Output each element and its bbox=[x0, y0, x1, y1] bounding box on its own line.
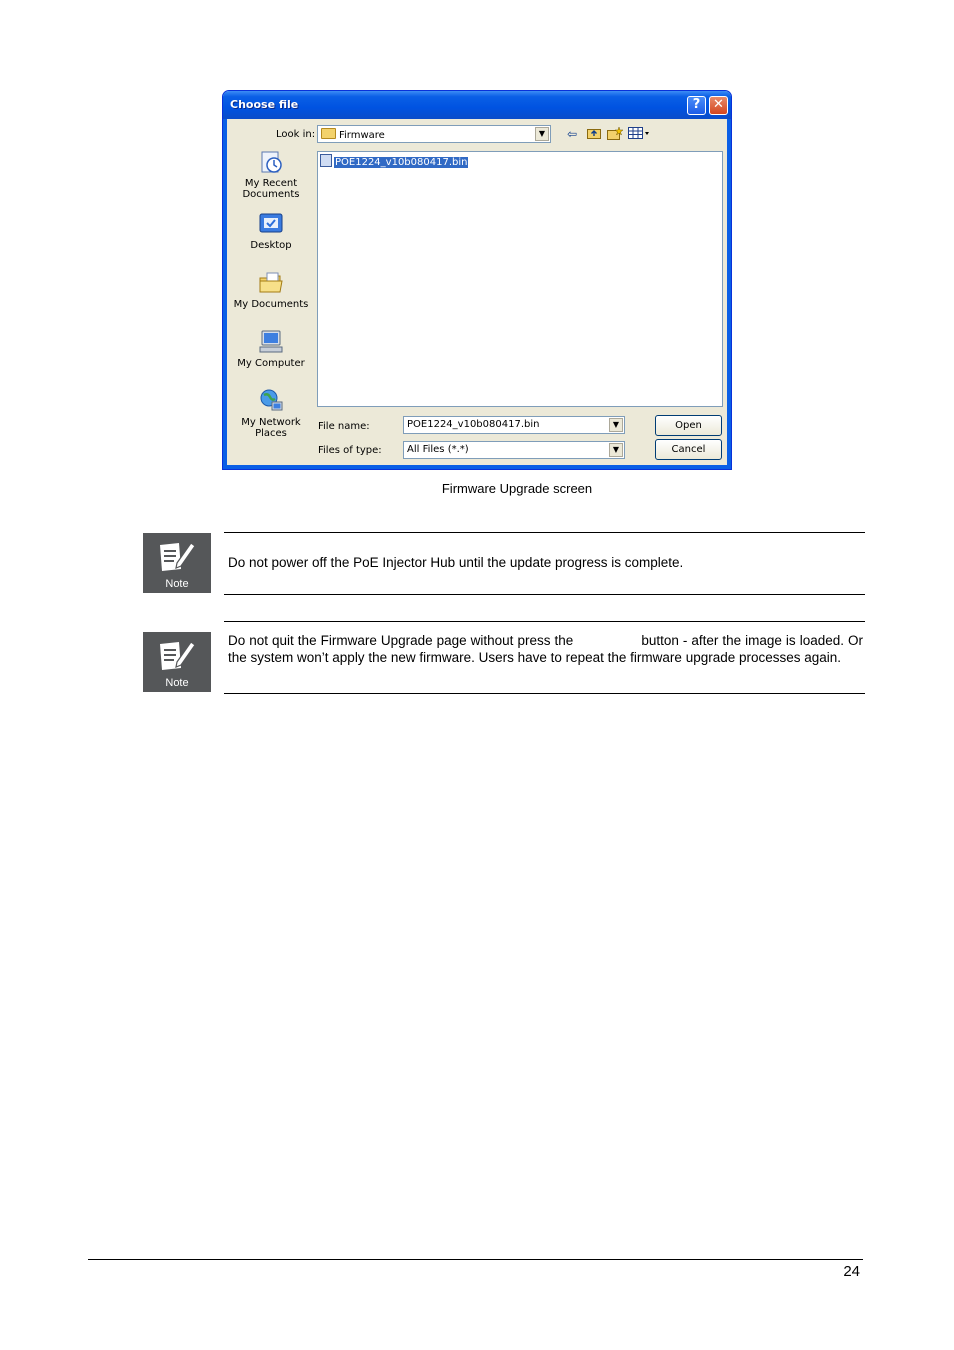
new-folder-icon[interactable] bbox=[607, 127, 623, 143]
note-icon bbox=[143, 632, 211, 692]
place-my-computer[interactable] bbox=[229, 329, 313, 369]
place-desktop[interactable] bbox=[229, 211, 313, 251]
place-my-network-places[interactable] bbox=[229, 388, 313, 439]
note-top-rule bbox=[224, 621, 865, 622]
my-documents-icon bbox=[258, 270, 284, 296]
footer-rule bbox=[88, 1259, 863, 1260]
note-icon-label: Note bbox=[165, 677, 189, 689]
note-icon-label: Note bbox=[165, 578, 189, 590]
figure-caption: Firmware Upgrade screen bbox=[441, 481, 593, 496]
note-top-rule bbox=[224, 532, 865, 533]
pencil-note-icon bbox=[157, 539, 197, 573]
folder-icon bbox=[321, 128, 336, 139]
views-menu-icon[interactable] bbox=[628, 127, 650, 142]
close-button[interactable]: ✕ bbox=[709, 96, 728, 115]
look-in-select[interactable] bbox=[317, 125, 551, 143]
up-folder-icon[interactable] bbox=[587, 127, 601, 142]
open-button[interactable]: Open bbox=[655, 415, 722, 436]
dialog-title: Choose file bbox=[230, 98, 299, 111]
place-label: Desktop bbox=[250, 240, 292, 251]
file-name-value: POE1224_v10b080417.bin bbox=[407, 419, 540, 430]
place-label: Documents bbox=[242, 189, 300, 200]
file-type-value: All Files (*.*) bbox=[407, 444, 469, 455]
look-in-value: Firmware bbox=[339, 130, 385, 141]
choose-file-dialog bbox=[222, 90, 732, 470]
file-list[interactable] bbox=[317, 151, 723, 407]
place-label: My Documents bbox=[233, 299, 309, 310]
place-my-recent-documents[interactable] bbox=[229, 149, 313, 200]
list-item[interactable] bbox=[320, 154, 468, 168]
place-label: My Computer bbox=[237, 358, 305, 369]
file-name-label: File name: bbox=[318, 421, 370, 432]
file-name-input[interactable] bbox=[403, 416, 625, 434]
file-icon bbox=[320, 154, 332, 167]
place-my-documents[interactable] bbox=[229, 270, 313, 310]
dialog-frame-right bbox=[727, 119, 731, 469]
note-text: Do not quit the Firmware Upgrade page without press the button - after the image is loaded. Or the system won’t apply the new firmware. Users have to repeat the firmware upgrade processes again. bbox=[228, 633, 867, 665]
help-button[interactable]: ? bbox=[687, 96, 706, 115]
dialog-titlebar[interactable] bbox=[223, 91, 731, 119]
file-type-select[interactable] bbox=[403, 441, 625, 459]
note-icon bbox=[143, 533, 211, 593]
place-label: My Network bbox=[241, 417, 301, 428]
place-label: My Recent bbox=[244, 178, 298, 189]
back-arrow-icon[interactable]: ⇦ bbox=[567, 127, 578, 141]
chevron-down-icon[interactable]: ▼ bbox=[609, 418, 623, 432]
note-bottom-rule bbox=[224, 693, 865, 694]
file-item-name: POE1224_v10b080417.bin bbox=[335, 157, 468, 168]
pencil-note-icon bbox=[157, 638, 197, 672]
cancel-button[interactable]: Cancel bbox=[655, 439, 722, 460]
page-number: 24 bbox=[843, 1263, 860, 1280]
note-text: Do not power off the PoE Injector Hub until the update progress is complete. bbox=[228, 555, 684, 570]
dialog-frame-left bbox=[223, 119, 227, 469]
note-bottom-rule bbox=[224, 594, 865, 595]
chevron-down-icon[interactable]: ▼ bbox=[535, 127, 549, 141]
recent-documents-icon bbox=[258, 149, 284, 175]
my-computer-icon bbox=[258, 329, 284, 355]
look-in-label: Look in: bbox=[276, 129, 316, 140]
place-label: Places bbox=[255, 428, 287, 439]
network-places-icon bbox=[258, 388, 284, 414]
chevron-down-icon[interactable]: ▼ bbox=[609, 443, 623, 457]
desktop-icon bbox=[258, 211, 284, 237]
file-type-label: Files of type: bbox=[318, 445, 382, 456]
dialog-frame-bottom bbox=[223, 465, 731, 469]
